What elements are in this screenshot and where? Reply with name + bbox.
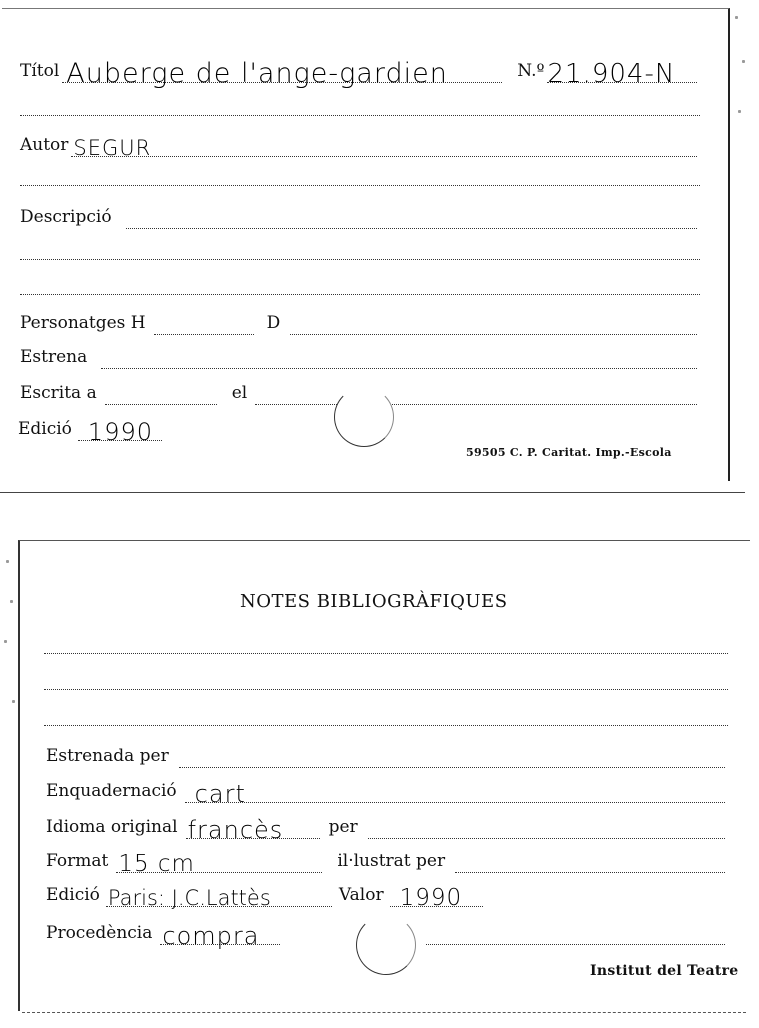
autor-label: Autor bbox=[20, 135, 69, 155]
format-label: Format bbox=[46, 851, 109, 871]
edicio-back-row bbox=[46, 885, 486, 911]
el-label: el bbox=[231, 383, 248, 403]
estrena-row bbox=[20, 347, 700, 369]
format-row bbox=[46, 851, 728, 877]
punch-hole bbox=[334, 387, 394, 447]
enquadernacio-value: cart bbox=[194, 780, 246, 808]
estrenada-field bbox=[179, 747, 725, 768]
personatges-h-field bbox=[154, 314, 254, 335]
valor-value: 1990 bbox=[399, 885, 463, 911]
catalog-card-front bbox=[2, 8, 730, 481]
estrena-field bbox=[101, 348, 697, 369]
scan-speck bbox=[735, 16, 738, 19]
descripcio-row bbox=[20, 207, 700, 229]
autor-value: SEGUR bbox=[73, 136, 152, 160]
autor-row bbox=[20, 135, 700, 160]
idioma-row bbox=[46, 816, 728, 844]
edicio-back-value: Paris: J.C.Lattès bbox=[107, 886, 271, 910]
scan-speck bbox=[4, 640, 7, 643]
estrena-label: Estrena bbox=[20, 347, 88, 367]
front-card-bottom-edge bbox=[0, 492, 745, 493]
edicio-row bbox=[18, 418, 358, 446]
escrita-a-field bbox=[105, 384, 217, 405]
printer-imprint: 59505 C. P. Caritat. Imp.-Escola bbox=[466, 446, 672, 459]
numero-value: 21.904-N bbox=[547, 59, 676, 89]
procedencia-label: Procedència bbox=[46, 923, 153, 943]
blank-line-3 bbox=[20, 259, 700, 260]
edicio-value: 1990 bbox=[87, 418, 153, 446]
descripcio-label: Descripció bbox=[20, 207, 112, 227]
scan-speck bbox=[738, 110, 741, 113]
numero-field bbox=[547, 59, 697, 89]
valor-label: Valor bbox=[338, 885, 384, 905]
idioma-value: francès bbox=[187, 816, 284, 844]
idioma-label: Idioma original bbox=[46, 817, 178, 837]
personatges-label: Personatges H bbox=[20, 313, 146, 333]
edicio-back-field bbox=[106, 886, 332, 910]
notes-line-3 bbox=[44, 725, 728, 726]
procedencia-extra-field bbox=[426, 924, 725, 945]
blank-line-1 bbox=[20, 115, 700, 116]
enquadernacio-row bbox=[46, 780, 728, 808]
scan-speck bbox=[6, 560, 9, 563]
escrita-label: Escrita a bbox=[20, 383, 97, 403]
catalog-card-back bbox=[18, 540, 750, 1011]
punch-hole-back bbox=[356, 915, 416, 975]
illustrat-label: il·lustrat per bbox=[337, 851, 446, 871]
edicio-field bbox=[78, 418, 162, 446]
format-field bbox=[116, 851, 322, 877]
estrenada-label: Estrenada per bbox=[46, 746, 169, 766]
edicio-back-label: Edició bbox=[46, 885, 100, 905]
personatges-row bbox=[20, 313, 700, 335]
numero-label: N.º bbox=[517, 61, 545, 81]
d-label: D bbox=[266, 313, 281, 333]
escrita-el-field bbox=[255, 384, 697, 405]
autor-field bbox=[71, 136, 697, 160]
illustrat-field bbox=[455, 852, 725, 873]
idioma-field bbox=[186, 816, 320, 844]
idioma-per-field bbox=[368, 818, 725, 839]
format-value: 15 cm bbox=[118, 851, 195, 877]
valor-field bbox=[390, 885, 483, 911]
enquadernacio-label: Enquadernació bbox=[46, 781, 177, 801]
notes-line-1 bbox=[44, 653, 728, 654]
notes-line-2 bbox=[44, 689, 728, 690]
descripcio-field bbox=[126, 208, 697, 229]
idioma-per-label: per bbox=[328, 817, 358, 837]
procedencia-field bbox=[160, 922, 280, 950]
estrenada-row bbox=[46, 746, 728, 768]
titol-value: Auberge de l'ange-gardien bbox=[66, 58, 448, 89]
scan-speck bbox=[742, 60, 745, 63]
enquadernacio-field bbox=[185, 780, 725, 808]
titol-field bbox=[62, 58, 502, 89]
personatges-d-field bbox=[290, 314, 697, 335]
blank-line-2 bbox=[20, 185, 700, 186]
edicio-label: Edició bbox=[18, 419, 72, 439]
institut-imprint: Institut del Teatre bbox=[590, 963, 739, 979]
titol-row bbox=[20, 58, 700, 89]
scan-speck bbox=[12, 700, 15, 703]
blank-line-4 bbox=[20, 294, 700, 295]
notes-heading: NOTES BIBLIOGRÀFIQUES bbox=[240, 591, 508, 612]
back-card-bottom-edge bbox=[22, 1012, 746, 1013]
procedencia-value: compra bbox=[162, 922, 260, 950]
titol-label: Títol bbox=[20, 61, 60, 81]
scan-speck bbox=[10, 600, 13, 603]
